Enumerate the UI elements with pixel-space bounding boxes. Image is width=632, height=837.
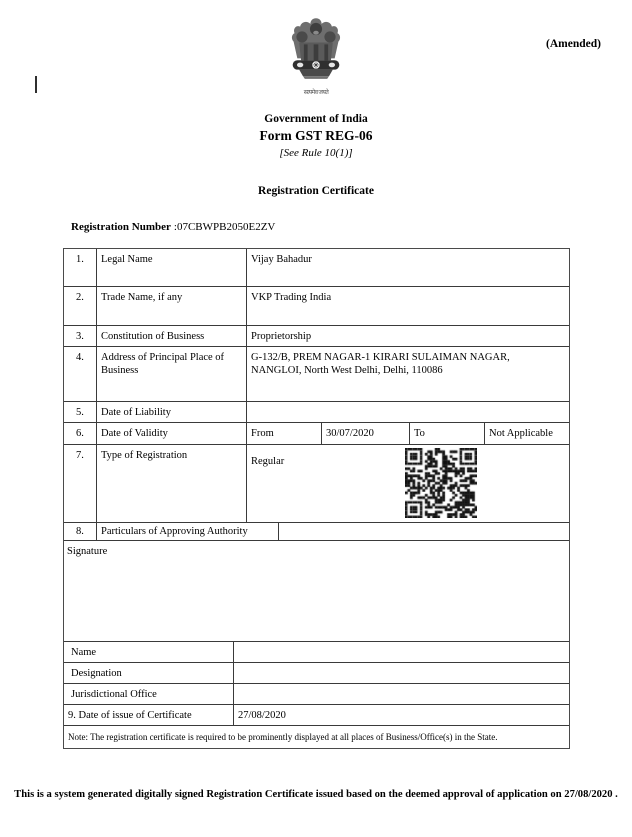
- table-row-constitution: [64, 326, 569, 347]
- national-emblem-icon: [288, 17, 344, 88]
- certificate-title: Registration Certificate: [258, 185, 374, 197]
- table-row-issue-date: [64, 705, 569, 726]
- row-value: [234, 663, 569, 683]
- row-value: 27/08/2020: [238, 709, 286, 721]
- row-number: 6.: [64, 423, 97, 444]
- registration-type-value: Regular: [251, 456, 285, 467]
- row-value: Vijay Bahadur: [251, 254, 312, 265]
- validity-from-label: From: [247, 423, 322, 444]
- row-label: Address of Principal Place of Business: [97, 347, 247, 401]
- row-label: Designation: [64, 663, 234, 683]
- emblem-motto: सत्यमेव जयते: [303, 90, 329, 96]
- address-text: G-132/B, PREM NAGAR-1 KIRARI SULAIMAN NAGAR, NANGLOI, North West Delhi, Delhi, 110086: [251, 352, 510, 376]
- validity-to-value: Not Applicable: [489, 428, 553, 439]
- table-row-date-of-validity: [64, 423, 569, 445]
- row-label: 9. Date of issue of Certificate: [64, 705, 234, 725]
- row-number: 2.: [64, 287, 97, 325]
- table-row-type-of-registration: [64, 445, 569, 523]
- table-row-approving-authority: [64, 523, 569, 541]
- row-value: [247, 402, 569, 422]
- rule-reference: [See Rule 10(1)]: [279, 147, 353, 159]
- table-row-trade-name: [64, 287, 569, 326]
- row-number: 4.: [64, 347, 97, 401]
- footer-statement: This is a system generated digitally signed Registration Certificate issued based on the deemed approval of application on 27/08/2020 .: [14, 789, 618, 800]
- validity-from-value: 30/07/2020: [322, 423, 410, 444]
- row-label: Date of Validity: [97, 423, 247, 444]
- row-number: 5.: [64, 402, 97, 422]
- validity-to-label: To: [410, 423, 485, 444]
- row-value: [279, 523, 569, 540]
- note-text: Note: The registration certificate is required to be prominently displayed at all places of Business/Office(s) in the State.: [68, 731, 498, 742]
- document-header: [0, 113, 632, 159]
- row-label: Particulars of Approving Authority: [97, 523, 279, 540]
- table-row-address: [64, 347, 569, 402]
- row-value: [234, 642, 569, 662]
- form-title: Form GST REG-06: [259, 128, 373, 143]
- registration-number-value: :07CBWPB2050E2ZV: [173, 221, 276, 233]
- row-label: Constitution of Business: [97, 326, 247, 346]
- table-row-designation: [64, 663, 569, 684]
- emblem-block: [0, 17, 632, 96]
- row-label: Type of Registration: [97, 445, 247, 522]
- row-value: Proprietorship: [251, 330, 312, 342]
- row-value: [234, 684, 569, 704]
- row-number: 1.: [64, 249, 97, 286]
- registration-number-line: [71, 221, 275, 233]
- row-label: Date of Liability: [97, 402, 247, 422]
- row-value: [247, 445, 569, 522]
- row-number: 8.: [64, 523, 97, 540]
- qr-code: [405, 448, 477, 518]
- amended-label: (Amended): [546, 38, 601, 50]
- table-row-jurisdictional-office: [64, 684, 569, 705]
- row-label: Trade Name, if any: [97, 287, 247, 325]
- table-row-signature: [64, 541, 569, 642]
- row-label: Jurisdictional Office: [64, 684, 234, 704]
- registration-number-label: Registration Number: [71, 221, 171, 233]
- row-label: Name: [64, 642, 234, 662]
- table-row-legal-name: [64, 249, 569, 287]
- table-row-note: [64, 726, 569, 748]
- row-number: 7.: [64, 445, 97, 522]
- row-number: 3.: [64, 326, 97, 346]
- row-label: Legal Name: [97, 249, 247, 286]
- signature-label: Signature: [67, 546, 108, 557]
- table-row-name: [64, 642, 569, 663]
- certificate-table: [63, 248, 570, 749]
- government-title: Government of India: [264, 113, 368, 125]
- row-value: [247, 347, 569, 401]
- table-row-date-of-liability: [64, 402, 569, 423]
- row-value: VKP Trading India: [251, 292, 332, 303]
